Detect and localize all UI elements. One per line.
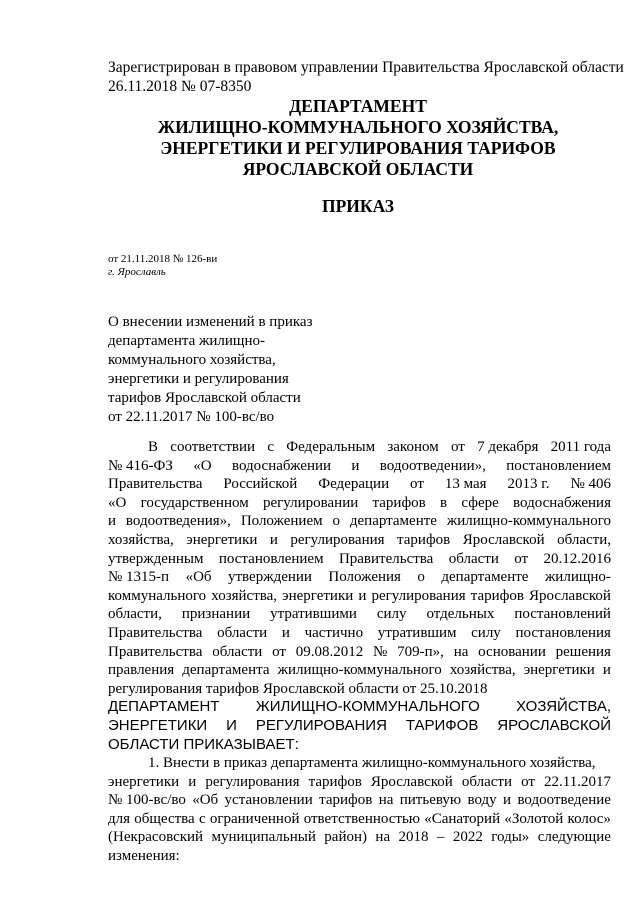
body-word: постановлением [506, 457, 611, 474]
body-word: «Об [192, 792, 219, 809]
body-word: ЯРОСЛАВСКОЙ [497, 716, 611, 734]
body-word: 2011 года [550, 439, 611, 455]
body-line [108, 550, 611, 569]
body-word: Федерации [318, 476, 390, 493]
body-word: № 406 [570, 476, 611, 493]
body-word: энергетики [186, 531, 258, 548]
order-subject [108, 313, 313, 427]
body-word: Правительства [108, 643, 203, 660]
body-word: коммунального [108, 587, 207, 604]
body-word: 13 мая [444, 476, 487, 493]
body-word: признании [181, 606, 251, 623]
body-line [108, 624, 611, 643]
body-word: государственном [140, 494, 249, 511]
subject-line: О внесении изменений в приказ [108, 314, 313, 330]
body-word: области, [557, 531, 611, 548]
order-city: г. Ярославль [108, 266, 166, 278]
body-word: В [148, 439, 159, 455]
body-word: жилищно-коммунального [446, 513, 611, 530]
body-word: энергетики [108, 773, 180, 790]
body-word: утвержденным [108, 550, 204, 567]
department-heading [108, 96, 608, 180]
body-word: энергетики [282, 587, 354, 604]
body-word: основании [478, 643, 546, 660]
orders-line [108, 698, 611, 717]
body-line [108, 605, 611, 624]
body-word: хозяйства, [108, 531, 174, 548]
body-word: области [448, 550, 499, 567]
body-word: – [436, 829, 445, 846]
body-word: воду [467, 792, 497, 809]
body-word: с [198, 810, 206, 827]
body-line [108, 661, 611, 680]
body-word: ЭНЕРГЕТИКИ [108, 716, 208, 734]
body-word: соответствии [170, 439, 256, 455]
body-line [108, 494, 611, 513]
body-word: И [226, 716, 237, 734]
body-word: законом [387, 439, 439, 455]
body-word: Ярославской [529, 587, 611, 604]
body-line [108, 475, 611, 494]
body-word: Правительства [108, 476, 203, 493]
body-word: ЖИЛИЩНО-КОММУНАЛЬНОГО [255, 698, 480, 716]
body-word: области, [108, 606, 162, 623]
body-word: 09.08.2012 [295, 643, 364, 660]
document-title: ПРИКАЗ [321, 196, 395, 216]
body-word: и [358, 587, 367, 604]
body-word: водоснабжении [231, 457, 332, 474]
body-word: и [188, 773, 197, 790]
body-word: ХОЗЯЙСТВА, [516, 698, 611, 716]
body-word: тарифов [470, 587, 524, 604]
body-word: области [461, 773, 513, 790]
body-word: области [217, 624, 268, 641]
body-word: от [410, 476, 424, 493]
body-word: ограниченной [209, 810, 300, 827]
body-word: № 416-ФЗ [108, 457, 173, 474]
body-word: питьевую [399, 792, 462, 809]
orders-line: ОБЛАСТИ ПРИКАЗЫВАЕТ: [108, 735, 299, 753]
body-word: частично [304, 624, 364, 641]
body-word: «О [193, 457, 212, 474]
body-line [108, 587, 611, 606]
body-word: тарифов [308, 773, 362, 790]
body-word: жилищно- [544, 569, 611, 586]
body-word: «Об [185, 569, 212, 586]
body-word: район) [324, 829, 368, 846]
body-word: тарифов [372, 494, 426, 511]
body-word: области [212, 643, 263, 660]
body-word: постановления [515, 624, 611, 641]
body-word: водоотведение [517, 792, 611, 809]
subject-line: энергетики и регулирования [108, 371, 289, 387]
body-word: департаменте [349, 513, 437, 530]
body-word: Российской [223, 476, 298, 493]
body-word: утверждении [228, 569, 312, 586]
body-word: для [108, 810, 131, 827]
body-word: и [351, 457, 360, 474]
body-word: годы» [491, 829, 530, 846]
body-word: жилищно-коммунального [277, 662, 442, 679]
body-word: ответственностью [303, 810, 421, 827]
body-word: силу [471, 624, 501, 641]
body-word: Положением [240, 513, 323, 530]
registration-line-2: 26.11.2018 № 07-8350 [108, 78, 252, 95]
body-word: и [281, 624, 290, 641]
body-word: водоотведении», [379, 457, 486, 474]
body-word: «Золотой [504, 810, 564, 827]
body-word: установлении [224, 792, 313, 809]
body-word: колос» [567, 810, 611, 827]
department-line: ЯРОСЛАВСКОЙ ОБЛАСТИ [242, 159, 474, 179]
body-word: правления [108, 662, 175, 679]
orders-line [108, 717, 611, 736]
body-word: № 1315-п [108, 569, 170, 586]
subject-line: департамента жилищно- [108, 333, 265, 349]
body-word: Положения [328, 569, 401, 586]
body-word: регулирования [290, 531, 385, 548]
subject-line: тарифов Ярославской области [108, 390, 301, 406]
body-word: Ярославской [462, 531, 545, 548]
body-word: от [450, 439, 465, 455]
body-word: с [267, 439, 274, 455]
body-word: следующие [537, 829, 611, 846]
body-word: отдельных [426, 606, 495, 623]
body-word: регулирования [371, 587, 466, 604]
body-word: РЕГУЛИРОВАНИЯ [255, 716, 387, 734]
body-word: Правительства [108, 624, 203, 641]
registration-line-1: Зарегистрирован в правовом управлении Правительства Ярославской области [108, 59, 624, 76]
body-line [108, 568, 611, 587]
body-word: сфере [461, 494, 499, 511]
item-1-line: 1. Внести в приказ департамента жилищно-коммунального хозяйства, [148, 755, 596, 772]
body-word: ТАРИФОВ [405, 716, 479, 734]
item-1-line [108, 773, 611, 792]
body-word: решения [555, 643, 611, 660]
body-word: хозяйства, [211, 587, 278, 604]
body-word: на [378, 792, 394, 809]
body-word: Правительства [338, 550, 434, 567]
body-word: 709-п», [397, 643, 444, 660]
item-1-line [108, 791, 611, 810]
item-1-line [108, 810, 611, 829]
body-word: 20.12.2016 [543, 550, 611, 567]
body-line [108, 531, 611, 550]
body-word: № [373, 643, 388, 660]
body-word: 2013 г. [507, 476, 550, 493]
body-line [108, 438, 611, 457]
body-line [108, 512, 611, 531]
body-word: о [332, 513, 340, 530]
body-word: постановлений [514, 606, 611, 623]
body-word: ДЕПАРТАМЕНТ [108, 698, 220, 716]
body-word: и [269, 531, 278, 548]
body-word: «О [108, 494, 127, 511]
item-1-line: изменения: [108, 848, 180, 865]
body-word: Ярославской [370, 773, 453, 790]
body-word: департаменте [441, 569, 529, 586]
body-word: о [417, 569, 425, 586]
body-word: на [453, 643, 469, 660]
order-body [108, 438, 611, 866]
body-word: муниципальный [211, 829, 316, 846]
body-word: 7 декабря [477, 439, 539, 455]
body-word: утратившим [377, 624, 457, 641]
subject-line: от 22.11.2017 № 100-вс/во [108, 409, 275, 425]
body-word: от [514, 550, 529, 567]
body-word: № 100-вс/во [108, 792, 186, 809]
body-word: 22.11.2017 [544, 773, 611, 790]
body-word: энергетики [523, 662, 595, 679]
body-word: от [272, 643, 286, 660]
body-word: регулировании [262, 494, 359, 511]
body-word: 2022 [452, 829, 483, 846]
body-word: регулирования [205, 773, 300, 790]
body-word: в [440, 494, 448, 511]
body-word: (Некрасовский [108, 829, 204, 846]
body-word: Федеральным [286, 439, 376, 455]
department-line: ДЕПАРТАМЕНТ [289, 96, 427, 116]
body-word: департамента [182, 662, 270, 679]
subject-line: коммунального хозяйства, [108, 352, 276, 368]
body-word: от [521, 773, 535, 790]
body-word: утратившими [270, 606, 357, 623]
body-word: постановлением [218, 550, 324, 567]
item-1-line [108, 828, 611, 847]
body-word: тарифов [397, 531, 451, 548]
body-word: тарифов [319, 792, 373, 809]
body-line: регулирования тарифов Ярославской области от 25.10.2018 [108, 680, 488, 697]
body-word: на [375, 829, 391, 846]
department-line: ЖИЛИЩНО-КОММУНАЛЬНОГО ХОЗЯЙСТВА, [157, 117, 559, 137]
body-word: «Санаторий [424, 810, 501, 827]
body-word: и [503, 792, 512, 809]
body-word: и [108, 513, 117, 530]
department-line: ЭНЕРГЕТИКИ И РЕГУЛИРОВАНИЯ ТАРИФОВ [160, 138, 556, 158]
body-line [108, 643, 611, 662]
body-word: и [602, 662, 611, 679]
body-word: силу [376, 606, 407, 623]
body-word: водоснабжения [513, 494, 611, 511]
order-meta [108, 253, 217, 279]
registration-stamp [108, 58, 624, 96]
order-date-number: от 21.11.2018 № 126-ви [108, 253, 218, 265]
body-word: 2018 [398, 829, 429, 846]
body-word: общества [134, 810, 195, 827]
body-word: хозяйства, [449, 662, 516, 679]
body-word: водоотведения», [125, 513, 231, 530]
body-line [108, 457, 611, 476]
